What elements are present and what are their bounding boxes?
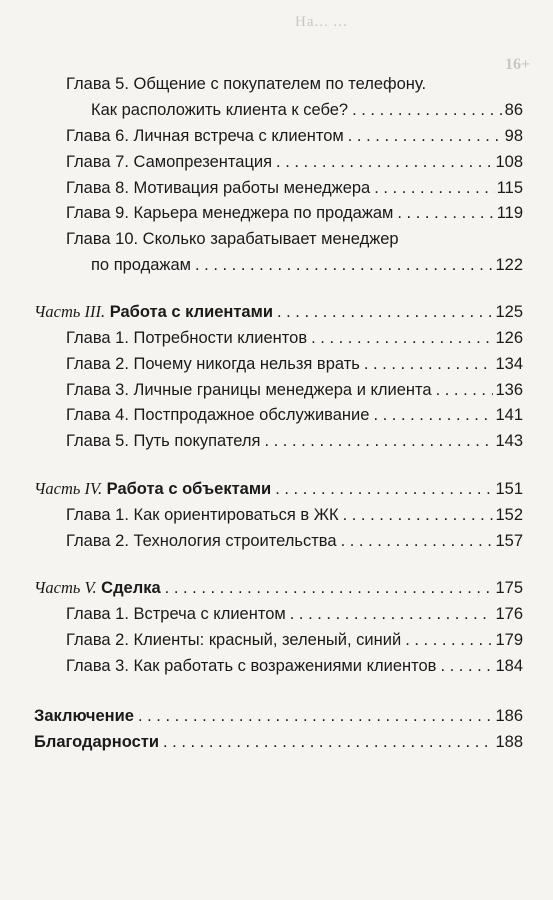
toc-page-number: 151 [495,480,523,498]
toc-entry [66,630,523,650]
dot-leader [138,706,494,726]
toc-entry-title: Глава 3. Личные границы менеджера и клиента [66,381,432,399]
toc-entry [66,203,523,223]
toc-entry [66,152,523,172]
toc-page-number: 108 [495,153,523,171]
toc-entry-title: Глава 2. Почему никогда нельзя врать [66,355,360,373]
toc-entry [66,431,523,451]
toc-page-number: 115 [496,179,523,197]
toc-page-number: 184 [495,657,523,675]
toc-entry [66,604,523,624]
toc-entry-title: Благодарности [34,733,159,751]
dot-leader [343,505,494,525]
dot-leader [163,732,493,752]
toc-page-number: 122 [495,256,523,274]
toc-backmatter-entry [34,706,523,726]
toc-page-number: 98 [504,127,523,145]
dot-leader [277,302,494,322]
toc-entry-title: Глава 8. Мотивация работы менеджера [66,179,371,197]
toc-page-number: 175 [495,579,523,597]
toc-page-number: 152 [495,506,523,524]
dot-leader [364,354,494,374]
toc-entry-title: Глава 1. Встреча с клиентом [66,605,286,623]
dot-leader [440,656,493,676]
dot-leader [341,531,494,551]
dot-leader [290,604,494,624]
toc-page-number: 179 [495,631,523,649]
toc-page-number: 176 [495,605,523,623]
toc-page-number: 188 [495,733,523,751]
dot-leader [195,255,493,275]
toc-entry [66,405,523,425]
toc-part-heading [34,578,523,598]
toc-entry [66,328,523,348]
toc-page-number: 119 [496,204,523,222]
toc-page-number: 86 [504,101,523,119]
part-label: Часть V. [34,578,97,597]
bleed-through-age-mark: 16+ [505,56,531,73]
toc-entry-title: Глава 9. Карьера менеджера по продажам [66,204,394,222]
toc-entry-title: Глава 1. Как ориентироваться в ЖК [66,506,339,524]
part-title: Сделка [101,579,161,597]
toc-page-number: 126 [495,329,523,347]
toc-entry-line [66,229,523,249]
toc-entry-title: Глава 7. Самопрезентация [66,153,273,171]
toc-page-number: 186 [495,707,523,725]
toc-page-number: 141 [495,406,523,424]
toc-entry [66,126,523,146]
toc-entry-title: по продажам [91,256,191,274]
toc-entry-title: Как расположить клиента к себе? [91,101,349,119]
toc-entry-title: Глава 2. Клиенты: красный, зеленый, синий [66,631,402,649]
dot-leader [275,479,493,499]
toc-part-heading [34,302,523,322]
dot-leader [264,431,493,451]
dot-leader [352,100,503,120]
toc-entry-title: Глава 5. Общение с покупателем по телефону. [66,75,427,93]
part-label: Часть IV. [34,479,103,498]
dot-leader [348,126,503,146]
dot-leader [405,630,493,650]
toc-entry [66,656,523,676]
toc-entry [66,354,523,374]
toc-part-heading [34,479,523,499]
toc-entry-title: Глава 1. Потребности клиентов [66,329,308,347]
dot-leader [373,405,493,425]
toc-entry-title: Глава 5. Путь покупателя [66,432,261,450]
dot-leader [374,178,494,198]
dot-leader [311,328,493,348]
part-title: Работа с клиентами [109,303,273,321]
dot-leader [397,203,494,223]
toc-page-number: 143 [495,432,523,450]
toc-entry [91,255,523,275]
toc-page-number: 125 [495,303,523,321]
toc-backmatter-entry [34,732,523,752]
toc-page-number: 134 [495,355,523,373]
toc-entry-line [66,74,523,94]
dot-leader [165,578,494,598]
toc-entry-title: Заключение [34,707,134,725]
part-title: Работа с объектами [106,480,272,498]
toc-entry-title: Глава 3. Как работать с возражениями клиентов [66,657,437,675]
bleed-through-header: На... ... [295,14,348,30]
part-label: Часть III. [34,302,106,321]
dot-leader [436,380,494,400]
toc-entry-title: Глава 2. Технология строительства [66,532,337,550]
toc-entry [91,100,523,120]
toc-entry [66,178,523,198]
toc-page-number: 136 [495,381,523,399]
toc-entry [66,531,523,551]
toc-entry-title: Глава 4. Постпродажное обслуживание [66,406,370,424]
toc-entry-title: Глава 6. Личная встреча с клиентом [66,127,344,145]
toc-entry [66,380,523,400]
toc-page-number: 157 [495,532,523,550]
toc-entry [66,505,523,525]
dot-leader [276,152,493,172]
toc-entry-title: Глава 10. Сколько зарабатывает менеджер [66,230,399,248]
